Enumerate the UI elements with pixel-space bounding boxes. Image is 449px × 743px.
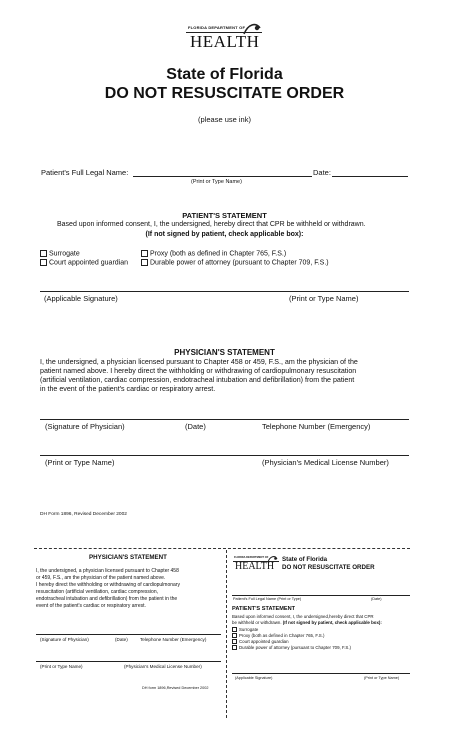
wallet-patient-line-2: be withheld or withdrawn. (If not signed by patient, check applicable box): [232, 620, 382, 625]
physician-name-line[interactable] [40, 455, 409, 456]
option-court-guardian[interactable]: Court appointed guardian [40, 259, 128, 266]
wallet-physician-line-1: I, the undersigned, a physician licensed pursuant to Chapter 458 [36, 568, 179, 574]
wallet-title-state: State of Florida [282, 556, 328, 563]
wallet-print-name-label: (Print or Type Name) [364, 676, 400, 680]
physician-signature-label: (Signature of Physician) [45, 422, 125, 431]
wallet-physician-signature-line[interactable] [36, 634, 221, 635]
physician-date-label: (Date) [185, 422, 206, 431]
proxy-checkbox[interactable] [141, 250, 148, 257]
wallet-surrogate-checkbox[interactable] [232, 627, 237, 632]
wallet-physician-date-label: (Date) [115, 637, 128, 642]
wallet-title-dnr: DO NOT RESUSCITATE ORDER [282, 564, 375, 571]
wallet-patient-name-line[interactable] [232, 595, 410, 596]
wallet-patient-date-label: (Date) [371, 597, 382, 601]
applicable-signature-label: (Applicable Signature) [44, 294, 118, 303]
physician-text-line-3: (artificial ventilation, cardiac compression, endotracheal intubation and defibrillation) from the patient [40, 376, 355, 384]
court-guardian-checkbox[interactable] [40, 259, 47, 266]
page-title-state: State of Florida [166, 66, 283, 83]
wallet-health-logo [233, 555, 279, 573]
ink-note: (please use ink) [198, 115, 251, 124]
physician-text-line-2: patient named above. I hereby direct the withholding or withdrawing of cardiopulmonary resuscitation [40, 367, 357, 375]
patient-statement-heading: PATIENT'S STATEMENT [182, 211, 267, 220]
patient-statement-instruction: (If not signed by patient, check applicable box): [145, 231, 304, 238]
wallet-patient-name-label: Patient's Full Legal Name (Print or Type) [233, 597, 302, 601]
patient-statement-text: Based upon informed consent, I, the undersigned, hereby direct that CPR be withheld or withdrawn. [57, 221, 366, 228]
wallet-option-poa[interactable]: Durable power of attorney (pursuant to Chapter 709, F.S.) [232, 645, 351, 650]
wallet-logo-name-text: HEALTH [235, 561, 275, 572]
wallet-patient-heading: PATIENT'S STATEMENT [232, 606, 296, 612]
surrogate-checkbox[interactable] [40, 250, 47, 257]
wallet-physician-license-label: (Physician's Medical License Number) [124, 664, 202, 669]
physician-text-line-4: in the event of the patient's cardiac or respiratory arrest. [40, 385, 216, 393]
patient-print-name-label: (Print or Type Name) [289, 294, 359, 303]
patient-print-hint: (Print or Type Name) [191, 179, 242, 185]
wallet-physician-line-2: or 459, F.S., am the physician of the patient named above. [36, 575, 166, 581]
form-id: DH Form 1896, Revised December 2002 [40, 512, 127, 517]
wallet-option-court-guardian[interactable]: Court appointed guardian [232, 639, 289, 644]
wallet-physician-name-line[interactable] [36, 661, 221, 662]
wallet-fold-line [226, 550, 227, 718]
page-title-dnr: DO NOT RESUSCITATE ORDER [104, 85, 345, 102]
wallet-applicable-signature-label: (Applicable Signature) [235, 676, 273, 680]
applicable-signature-line[interactable] [40, 291, 409, 292]
physician-signature-line[interactable] [40, 419, 409, 420]
wallet-logo-dept-text: FLORIDA DEPARTMENT OF [234, 556, 269, 559]
patient-name-field[interactable] [133, 176, 312, 177]
option-proxy[interactable]: Proxy (both as defined in Chapter 765, F.S.) [141, 250, 286, 257]
wallet-poa-checkbox[interactable] [232, 645, 237, 650]
wallet-physician-phone-label: Telephone Number (Emergency) [140, 637, 207, 642]
patient-name-label: Patient's Full Legal Name: [41, 168, 129, 177]
wallet-option-proxy[interactable]: Proxy (both as defined in Chapter 765, F.S.) [232, 633, 324, 638]
wallet-patient-line-1: Based upon informed consent, I, the undersigned,hereby direct that CPR [232, 614, 374, 619]
health-logo [186, 22, 262, 54]
patient-date-label: Date: [313, 168, 331, 177]
wallet-option-surrogate[interactable]: Surrogate [232, 627, 258, 632]
poa-checkbox[interactable] [141, 259, 148, 266]
logo-name-text: HEALTH [190, 32, 260, 51]
wallet-physician-line-4: resuscitation (artificial ventilation, cardiac compression, [36, 589, 158, 595]
wallet-cut-line-top [34, 548, 410, 549]
option-surrogate[interactable]: Surrogate [40, 250, 80, 257]
wallet-proxy-checkbox[interactable] [232, 633, 237, 638]
wallet-physician-line-3: I hereby direct the withholding or withdrawing of cardiopulmonary [36, 582, 180, 588]
wallet-form-id: DH form 1896,Revised December 2002 [142, 686, 209, 690]
wallet-physician-line-6: event of the patient's cardiac or respiratory arrest. [36, 603, 146, 609]
physician-license-label: (Physician's Medical License Number) [262, 458, 389, 467]
physician-print-name-label: (Print or Type Name) [45, 458, 115, 467]
patient-date-field[interactable] [332, 176, 408, 177]
physician-phone-label: Telephone Number (Emergency) [262, 422, 371, 431]
physician-statement-heading: PHYSICIAN'S STATEMENT [174, 348, 275, 357]
option-poa[interactable]: Durable power of attorney (pursuant to Chapter 709, F.S.) [141, 259, 329, 266]
wallet-physician-heading: PHYSICIAN'S STATEMENT [89, 554, 167, 561]
wallet-physician-print-label: (Print or Type Name) [40, 664, 83, 669]
logo-dept-text: FLORIDA DEPARTMENT OF [188, 25, 246, 30]
wallet-physician-signature-label: (Signature of Physician) [40, 637, 89, 642]
wallet-court-guardian-checkbox[interactable] [232, 639, 237, 644]
wallet-applicable-signature-line[interactable] [232, 673, 410, 674]
physician-text-line-1: I, the undersigned, a physician licensed pursuant to Chapter 458 or 459, F.S., am the physician of the [40, 358, 358, 366]
wallet-physician-line-5: endotracheal intubation and defibrillation) from the patient in the [36, 596, 178, 602]
